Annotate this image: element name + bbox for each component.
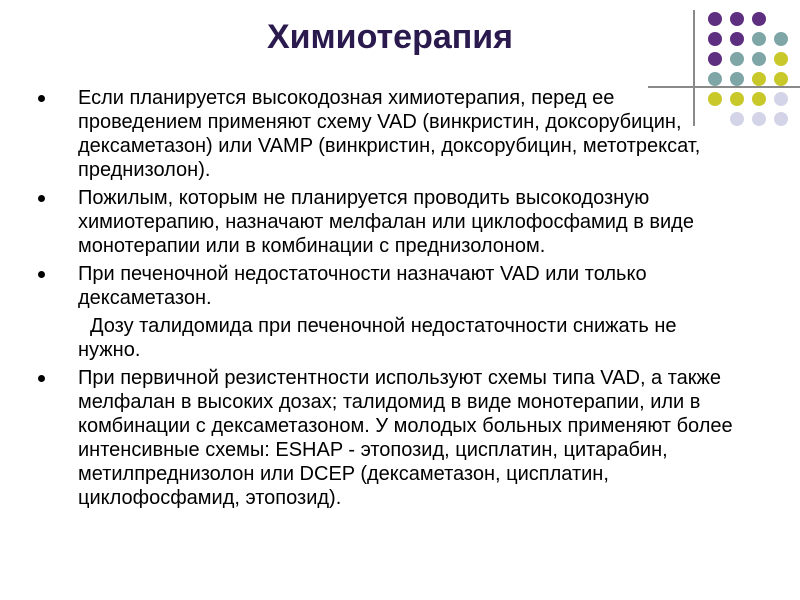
bullet-marker: [38, 375, 45, 382]
decor-dot: [730, 12, 744, 26]
bullet-text: Если планируется высокодозная химиотерапия, перед ее проведением применяют схему VAD (винкристин, доксорубицин, дексаметазон) или VAMP (винкристин, доксорубицин, метотрексат, преднизолон).: [78, 87, 701, 181]
bullet-marker: [38, 271, 45, 278]
decor-dot: [774, 112, 788, 126]
slide-body: [38, 86, 738, 514]
bullet-item: [38, 86, 738, 182]
decor-dot: [752, 32, 766, 46]
bullet-item: [38, 366, 738, 510]
decor-dot: [730, 52, 744, 66]
decor-dot: [730, 72, 744, 86]
decor-dot: [752, 12, 766, 26]
decor-dot: [774, 72, 788, 86]
decor-dot: [752, 92, 766, 106]
decor-dot: [774, 92, 788, 106]
decor-dot: [752, 112, 766, 126]
bullet-text: При первичной резистентности используют схемы типа VAD, а также мелфалан в высоких дозах; талидомид в виде монотерапии, или в комбинации с дексаметазоном. У молодых больных применяют более интенсивные схемы: ESHAP - этопозид, цисплатин, цитарабин, метилпреднизолон или DCEP (дексаметазон, цисплатин, циклофосфамид, этопозид).: [78, 367, 733, 509]
decor-dot: [752, 72, 766, 86]
decor-dot: [774, 52, 788, 66]
decor-dot: [708, 12, 722, 26]
decor-dot: [730, 32, 744, 46]
bullet-item: [38, 186, 738, 258]
decor-dot: [708, 52, 722, 66]
bullet-item: [38, 262, 738, 310]
bullet-marker: [38, 195, 45, 202]
bullet-marker: [38, 95, 45, 102]
indented-note: Дозу талидомида при печеночной недостаточности снижать не нужно.: [78, 315, 677, 361]
decor-dot: [708, 72, 722, 86]
decor-dot: [752, 52, 766, 66]
bullet-text: Пожилым, которым не планируется проводить высокодозную химиотерапию, назначают мелфалан или циклофосфамид в виде монотерапии или в комбинации с преднизолоном.: [78, 187, 694, 257]
bullet-text: При печеночной недостаточности назначают VAD или только дексаметазон.: [78, 263, 647, 309]
decor-dot: [708, 32, 722, 46]
decor-dot: [774, 32, 788, 46]
slide-title: Химиотерапия: [266, 18, 514, 56]
